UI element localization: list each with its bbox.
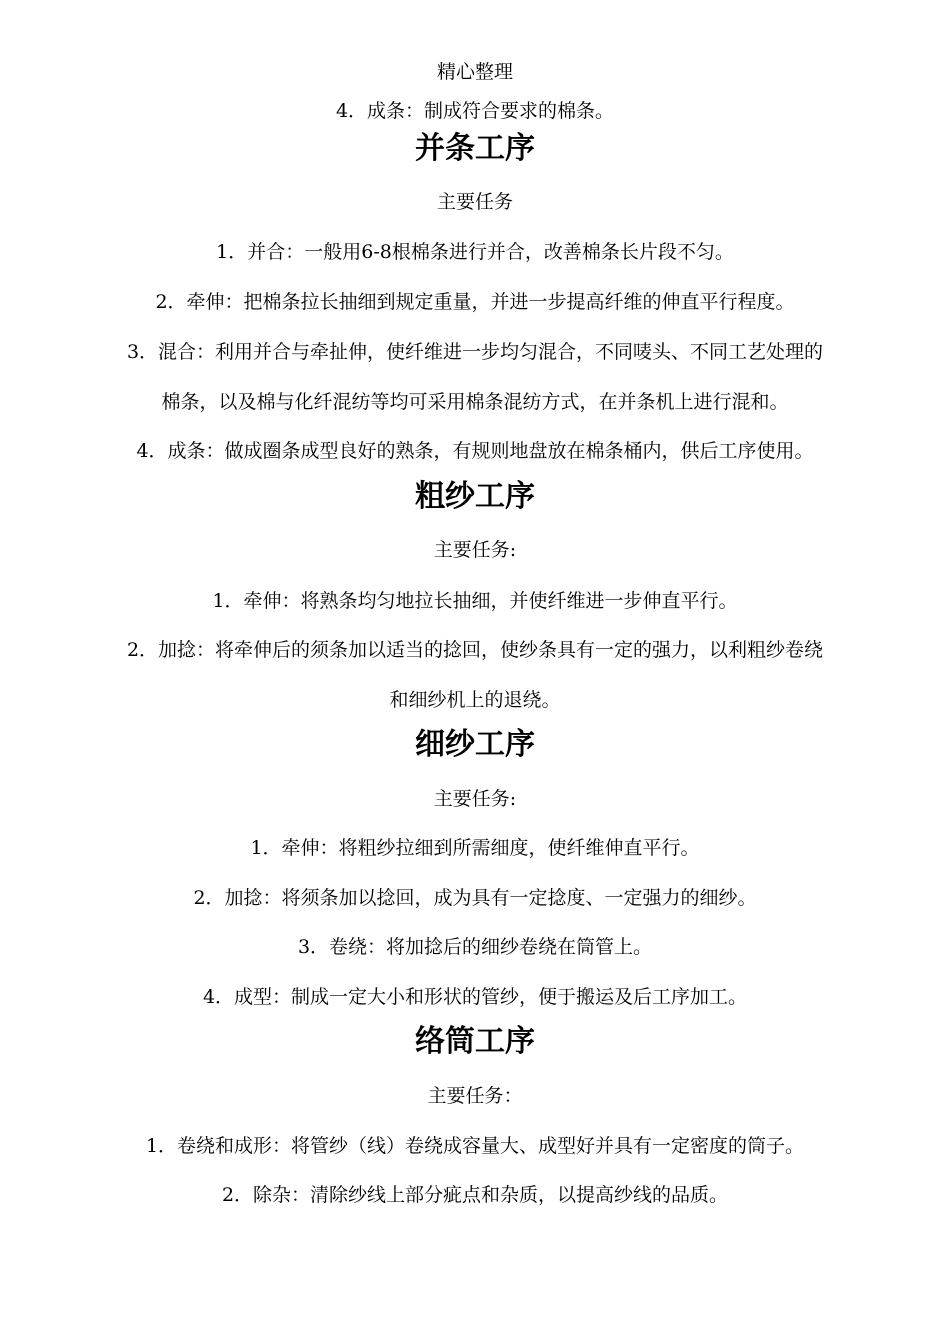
section-title: 粗纱工序: [415, 479, 535, 514]
paragraph-line: 3．混合：利用并合与牵扯伸，使纤维进一步均匀混合，不同唛头、不同工艺处理的: [126, 341, 824, 363]
paragraph-line: 4．成条：做成圈条成型良好的熟条，有规则地盘放在棉条桶内，供后工序使用。: [136, 440, 814, 462]
section-subtitle: 主要任务: [436, 191, 513, 213]
section-title: 并条工序: [415, 131, 535, 166]
paragraph-line: 2．加捻：将须条加以捻回，成为具有一定捻度、一定强力的细纱。: [193, 887, 757, 909]
section-subtitle: 主要任务：: [427, 1085, 523, 1107]
paragraph-line: 1．卷绕和成形：将管纱（线）卷绕成容量大、成型好并具有一定密度的筒子。: [145, 1135, 805, 1157]
paragraph-line: 1．牵伸：将熟条均匀地拉长抽细，并使纤维进一步伸直平行。: [212, 590, 738, 612]
paragraph-line: 2．除杂：清除纱线上部分疵点和杂质，以提高纱线的品质。: [221, 1184, 729, 1206]
section-subtitle: 主要任务:: [433, 539, 517, 561]
paragraph-line: 4．成条：制成符合要求的棉条。: [335, 100, 615, 122]
paragraph-line: 3．卷绕：将加捻后的细纱卷绕在筒管上。: [297, 936, 653, 958]
paragraph-line: 1．并合：一般用6-8根棉条进行并合，改善棉条长片段不匀。: [216, 241, 734, 263]
page-header: 精心整理: [436, 61, 513, 83]
paragraph-line: 1．牵伸：将粗纱拉细到所需细度，使纤维伸直平行。: [250, 837, 700, 859]
paragraph-line: 2．加捻：将牵伸后的须条加以适当的捻回，使纱条具有一定的强力，以利粗纱卷绕: [126, 639, 824, 661]
section-title: 络筒工序: [415, 1024, 535, 1059]
section-subtitle: 主要任务:: [433, 788, 517, 810]
paragraph-line: 2．牵伸：把棉条拉长抽细到规定重量，并进一步提高纤维的伸直平行程度。: [155, 291, 795, 313]
paragraph-line: 棉条，以及棉与化纤混纺等均可采用棉条混纺方式，在并条机上进行混和。: [161, 391, 789, 413]
paragraph-line: 4．成型：制成一定大小和形状的管纱，便于搬运及后工序加工。: [202, 986, 748, 1008]
paragraph-line: 和细纱机上的退绕。: [389, 689, 561, 711]
section-title: 细纱工序: [415, 727, 535, 762]
